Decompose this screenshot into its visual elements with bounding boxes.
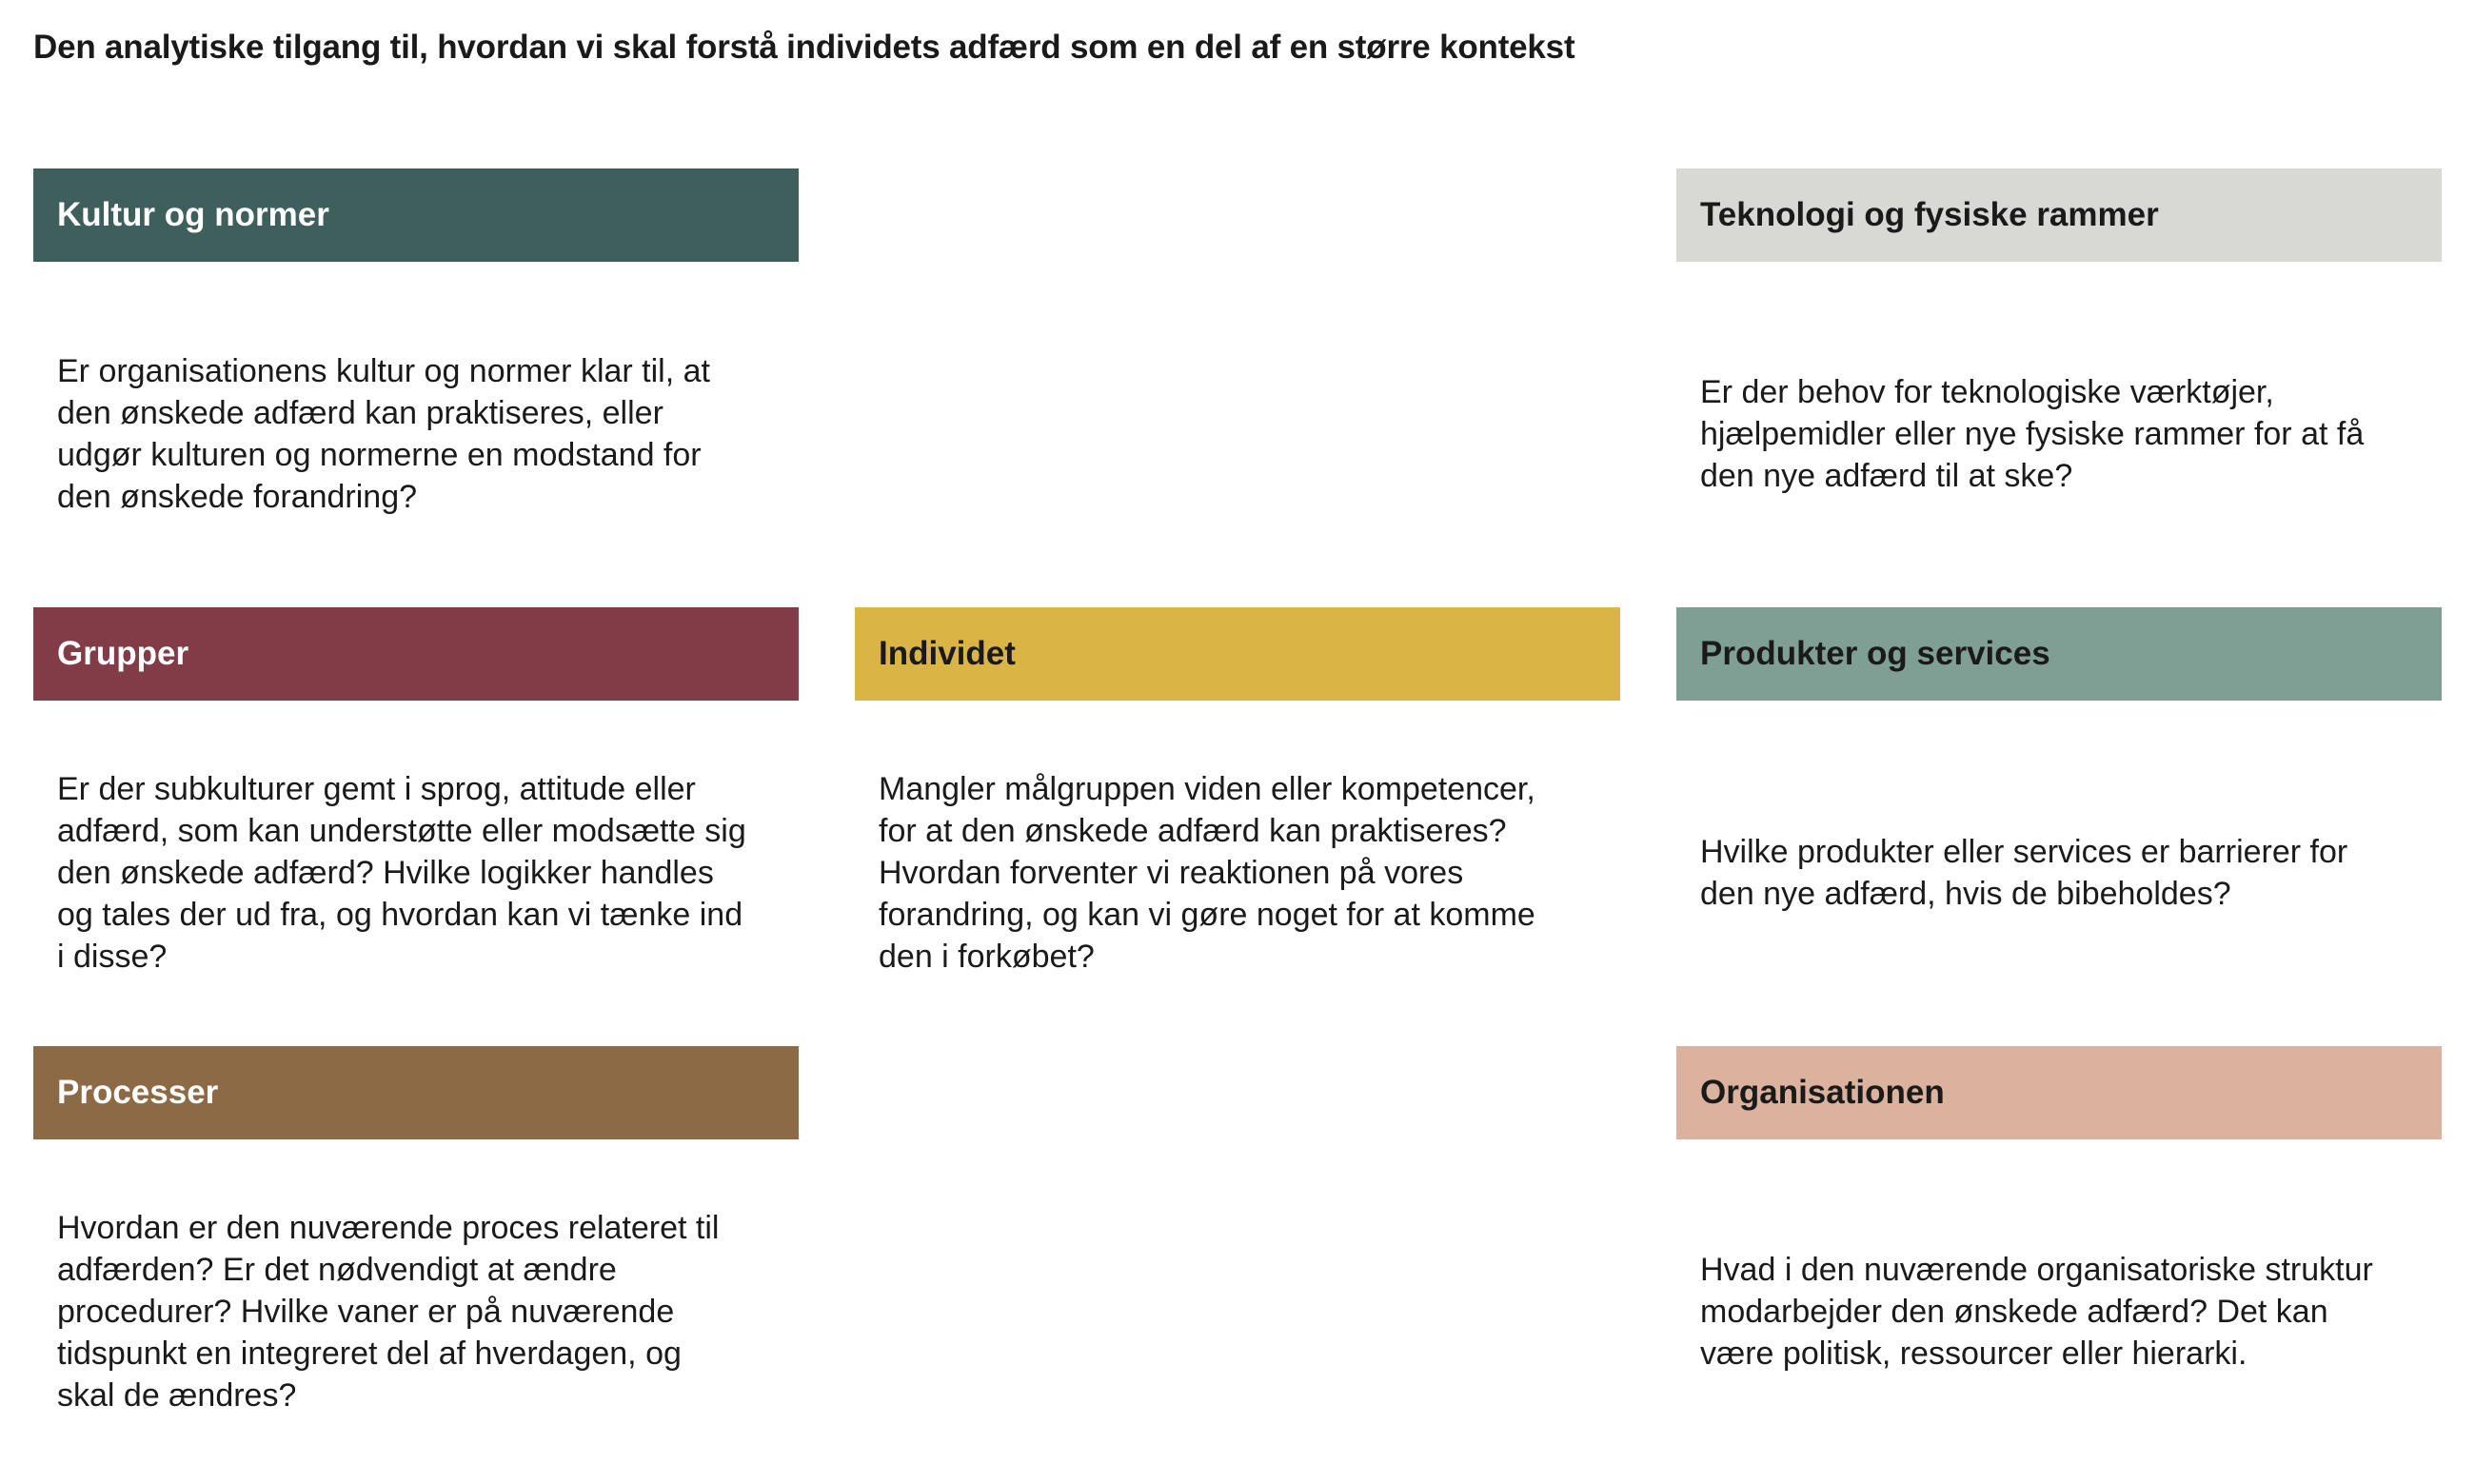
card-header: Kultur og normer bbox=[33, 168, 799, 262]
card-body-text: Er der behov for teknologiske værktøjer, hjælpemidler eller nye fysiske rammer for at få den nye adfærd til at ske? bbox=[1700, 374, 2365, 494]
page-title: Den analytiske tilgang til, hvordan vi skal forstå individets adfærd som en del af en større kontekst bbox=[33, 29, 1575, 66]
card-body bbox=[855, 701, 1620, 1045]
card-body-text: Hvilke produkter eller services er barrierer for den nye adfærd, hvis de bibeholdes? bbox=[1700, 834, 2348, 912]
card-teknologi-og-fysiske-rammer bbox=[1676, 168, 2442, 606]
card-body bbox=[1676, 262, 2442, 606]
card-processer bbox=[33, 1046, 799, 1484]
card-body bbox=[1676, 701, 2442, 1045]
card-body-text: Er organisationens kultur og normer klar til, at den ønskede adfærd kan praktiseres, eller udgør kulturen og normerne en modstand for den ønskede forandring? bbox=[57, 353, 710, 515]
card-grupper bbox=[33, 607, 799, 1045]
card-produkter-og-services bbox=[1676, 607, 2442, 1045]
card-body bbox=[33, 262, 799, 606]
card-header: Teknologi og fysiske rammer bbox=[1676, 168, 2442, 262]
card-individet bbox=[855, 607, 1620, 1045]
card-body-text: Hvad i den nuværende organisatoriske struktur modarbejder den ønskede adfærd? Det kan være politisk, ressourcer eller hierarki. bbox=[1700, 1252, 2373, 1372]
card-body bbox=[33, 701, 799, 1045]
card-body-text: Er der subkulturer gemt i sprog, attitude eller adfærd, som kan understøtte eller modsætte sig den ønskede adfærd? Hvilke logikker handles og tales der ud fra, og hvordan kan vi tænke ind i disse? bbox=[57, 771, 746, 975]
card-body-text: Hvordan er den nuværende proces relateret til adfærden? Er det nødvendigt at ændre procedurer? Hvilke vaner er på nuværende tidspunkt en integreret del af hverdagen, og skal de ændres? bbox=[57, 1210, 720, 1414]
card-body-text: Mangler målgruppen viden eller kompetencer, for at den ønskede adfærd kan praktiseres? Hvordan forventer vi reaktionen på vores forandring, og kan vi gøre noget for at komme den i forkøbet? bbox=[879, 771, 1535, 975]
card-header: Produkter og services bbox=[1676, 607, 2442, 701]
card-body bbox=[1676, 1139, 2442, 1484]
card-body bbox=[33, 1139, 799, 1484]
card-header: Processer bbox=[33, 1046, 799, 1139]
card-header: Grupper bbox=[33, 607, 799, 701]
card-header: Individet bbox=[855, 607, 1620, 701]
card-organisationen bbox=[1676, 1046, 2442, 1484]
card-kultur-og-normer bbox=[33, 168, 799, 606]
card-header: Organisationen bbox=[1676, 1046, 2442, 1139]
